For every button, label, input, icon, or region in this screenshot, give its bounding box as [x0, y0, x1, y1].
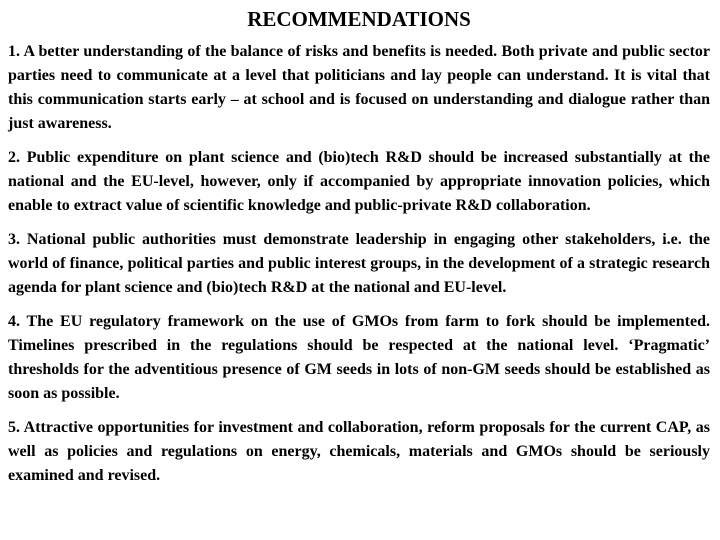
- recommendation-4: 4. The EU regulatory framework on the use of GMOs from farm to fork should be implemented. Timelines prescribed in the regulations should be respected at the national level. ‘Pragmatic’ thresholds for the adventitious presence of GM seeds in lots of non-GM seeds should be established as soon as possible.: [8, 313, 710, 402]
- recommendation-2: 2. Public expenditure on plant science and (bio)tech R&D should be increased substantially at the national and the EU-level, however, only if accompanied by appropriate innovation policies, which enable to extract value of scientific knowledge and public-private R&D collaboration.: [8, 149, 710, 214]
- page-title: RECOMMENDATIONS: [247, 7, 471, 31]
- recommendation-1: 1. A better understanding of the balance of risks and benefits is needed. Both private and public sector parties need to communicate at a level that politicians and lay people can understand. It is vital that this communication starts early – at school and is focused on understanding and dialogue rather than just awareness.: [8, 43, 710, 132]
- recommendation-5: 5. Attractive opportunities for investment and collaboration, reform proposals for the current CAP, as well as policies and regulations on energy, chemicals, materials and GMOs should be seriously examined and revised.: [8, 419, 710, 484]
- recommendation-3: 3. National public authorities must demonstrate leadership in engaging other stakeholders, i.e. the world of finance, political parties and public interest groups, in the development of a strategic research agenda for plant science and (bio)tech R&D at the national and EU-level.: [8, 231, 710, 296]
